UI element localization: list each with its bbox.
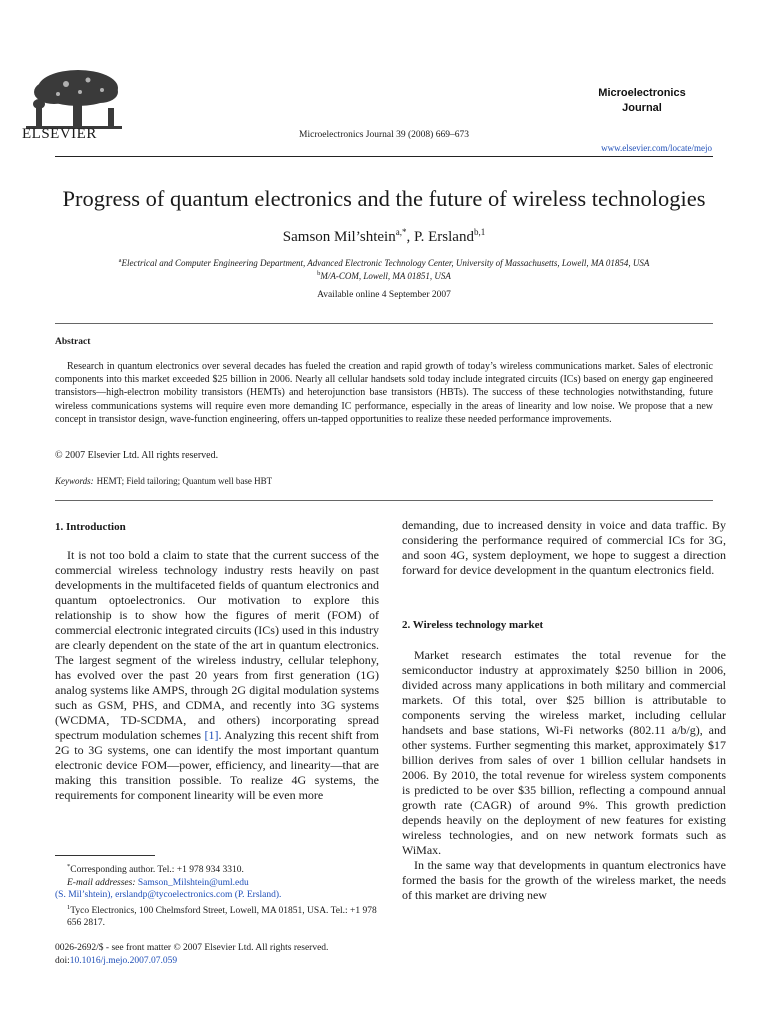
section-heading-wireless-market: 2. Wireless technology market bbox=[402, 619, 544, 631]
footnote-mark: 1 bbox=[67, 903, 71, 911]
abstract-heading: Abstract bbox=[55, 337, 91, 347]
issn-line: 0026-2692/$ - see front matter © 2007 Elsevier Ltd. All rights reserved. bbox=[55, 943, 329, 953]
paragraph bbox=[55, 548, 379, 803]
paragraph-text: In the same way that developments in quantum electronics have formed the basis for the growth of the wireless market, the needs of this market are driving new bbox=[402, 858, 726, 902]
journal-name-line1: Microelectronics bbox=[598, 87, 686, 99]
email-owner: (P. Ersland). bbox=[234, 890, 282, 901]
email-label: E-mail addresses: bbox=[67, 877, 136, 888]
journal-name-line2: Journal bbox=[622, 102, 662, 114]
author-name: P. Ersland bbox=[413, 229, 474, 245]
affiliation-footnote bbox=[55, 902, 385, 930]
header-rule bbox=[55, 156, 713, 157]
affiliation-text: Electrical and Computer Engineering Department, Advanced Electronic Technology Center, University of Massachusetts, Lowell, MA 01854, USA bbox=[121, 258, 650, 268]
author-list bbox=[0, 227, 768, 246]
journal-citation: Microelectronics Journal 39 (2008) 669–673 bbox=[299, 130, 469, 140]
doi-link[interactable]: 10.1016/j.mejo.2007.07.059 bbox=[69, 955, 178, 966]
abstract-copyright: © 2007 Elsevier Ltd. All rights reserved. bbox=[55, 450, 219, 461]
footnote-rule bbox=[55, 855, 155, 856]
footnote-mark: * bbox=[67, 863, 71, 870]
abstract-text: Research in quantum electronics over several decades has fueled the creation and rapid growth of today’s wireless communications market. Sales of electronic components into this market exceeded $25 billion in 2006. Nearly all cellular handsets sold today include integrated circuits (ICs) based on energy gap engineered transistors—high-electron mobility transistors (HEMTs) and heterojunction base transistors (HBTs). The success of these technologies notwithstanding, future wireless communications systems will require even more demanding IC performance, especially in the areas of linearity and low noise. We propose that a new concept in transistor design, wave-function engineering, offers un-tapped opportunities to realize these needed performance improvements. bbox=[55, 361, 713, 425]
abstract-body bbox=[55, 360, 713, 426]
journal-url-link[interactable]: www.elsevier.com/locate/mejo bbox=[601, 143, 712, 153]
abstract-bottom-rule bbox=[55, 500, 713, 501]
doi-label: doi: bbox=[55, 955, 70, 966]
front-matter bbox=[55, 942, 328, 967]
author-affil-mark: a,* bbox=[395, 227, 407, 237]
paragraph-text: Market research estimates the total revenue for the semiconductor industry at approximately $250 billion in 2006, divided across many applications in both military and commercial markets. Of this total, over $25 billion is attributable to components serving the wireless market, including cellular handsets and base stations, Wi-Fi networks (802.11 a/b/g), and other systems. Further segmenting this market, approximately $17 billion derives from sales of over 1 billion cellular handsets in 2006. By 2010, the total revenue for wireless system components is predicted to be over $35 billion, reflecting a compound annual growth rate (CAGR) of around 9%. This growth prediction depends heavily on the deployment of new features for existing wireless technologies, and on new network formats such as WiMax. bbox=[402, 648, 726, 857]
keywords-list: HEMT; Field tailoring; Quantum well base HBT bbox=[96, 476, 273, 486]
footnotes bbox=[55, 861, 385, 930]
wireless-market-body bbox=[402, 648, 726, 903]
email-continuation bbox=[55, 889, 385, 902]
email-addresses bbox=[55, 877, 385, 890]
affiliation-text: M/A-COM, Lowell, MA 01851, USA bbox=[320, 271, 451, 281]
footnote-text: Tyco Electronics, 100 Chelmsford Street, Lowell, MA 01851, USA. Tel.: +1 978 656 2817. bbox=[67, 905, 377, 929]
email-link[interactable]: erslandp@tycoelectronics.com bbox=[115, 890, 233, 901]
abstract-top-rule bbox=[55, 323, 713, 324]
author-affil-mark: b,1 bbox=[473, 227, 486, 237]
introduction-body bbox=[55, 548, 379, 803]
footnote-text: Corresponding author. Tel.: +1 978 934 3310. bbox=[70, 865, 244, 876]
keywords-label: Keywords: bbox=[55, 476, 94, 486]
affiliation-b bbox=[0, 270, 768, 281]
author-name: Samson Mil’shtein bbox=[282, 229, 396, 245]
doi-line bbox=[55, 955, 328, 968]
affiliation-mark: b bbox=[317, 270, 321, 277]
corresponding-author-note bbox=[55, 861, 385, 877]
publisher-name: ELSEVIER bbox=[22, 126, 97, 142]
paragraph-text: demanding, due to increased density in voice and data traffic. By considering the performance required of commercial ICs for 3G, and soon 4G, system deployment, we hope to suggest a direction forward for device development in the quantum electronics field. bbox=[402, 518, 726, 577]
reference-link[interactable]: [1] bbox=[204, 728, 219, 742]
author-separator: , bbox=[406, 229, 414, 245]
article-title: Progress of quantum electronics and the future of wireless technologies bbox=[62, 186, 706, 211]
email-owner: (S. Mil’shtein), bbox=[55, 890, 113, 901]
keywords bbox=[55, 476, 272, 486]
section-heading-introduction: 1. Introduction bbox=[55, 521, 126, 533]
available-online-date: Available online 4 September 2007 bbox=[317, 290, 451, 300]
affiliation-mark: a bbox=[118, 257, 122, 264]
email-link[interactable]: Samson_Milshtein@uml.edu bbox=[137, 877, 249, 888]
paragraph-text: It is not too bold a claim to state that the current success of the commercial wireless technology industry rests heavily on past developments in the multifaceted fields of quantum electronics and quantum optoelectronics. Our motivation to explore this relationship is to show how the figures of merit (FOM) of commercial electronic integrated circuits (ICs) used in this industry are clearly dependent on the state of the art in quantum electronics. The largest segment of the wireless industry, cellular telephony, has evolved over the past 20 years from first generation (1G) analog systems like AMPS, through 2G digital modulation systems such as GSM, PHS, and CDMA, and recently into 3G systems (WCDMA, TD-SCDMA, and others) incorporating spread spectrum modulation schemes bbox=[55, 548, 379, 742]
introduction-continuation bbox=[402, 518, 726, 578]
journal-name bbox=[572, 86, 712, 116]
paragraph-text: . Analyzing this recent shift from 2G to 3G systems, one can identify the most important quantum electronic device FOM—power, efficiency, and linearity—that are making this transition possible. To realize 4G systems, the requirements for component linearity will be even more bbox=[55, 728, 379, 802]
affiliation-a bbox=[0, 257, 768, 268]
